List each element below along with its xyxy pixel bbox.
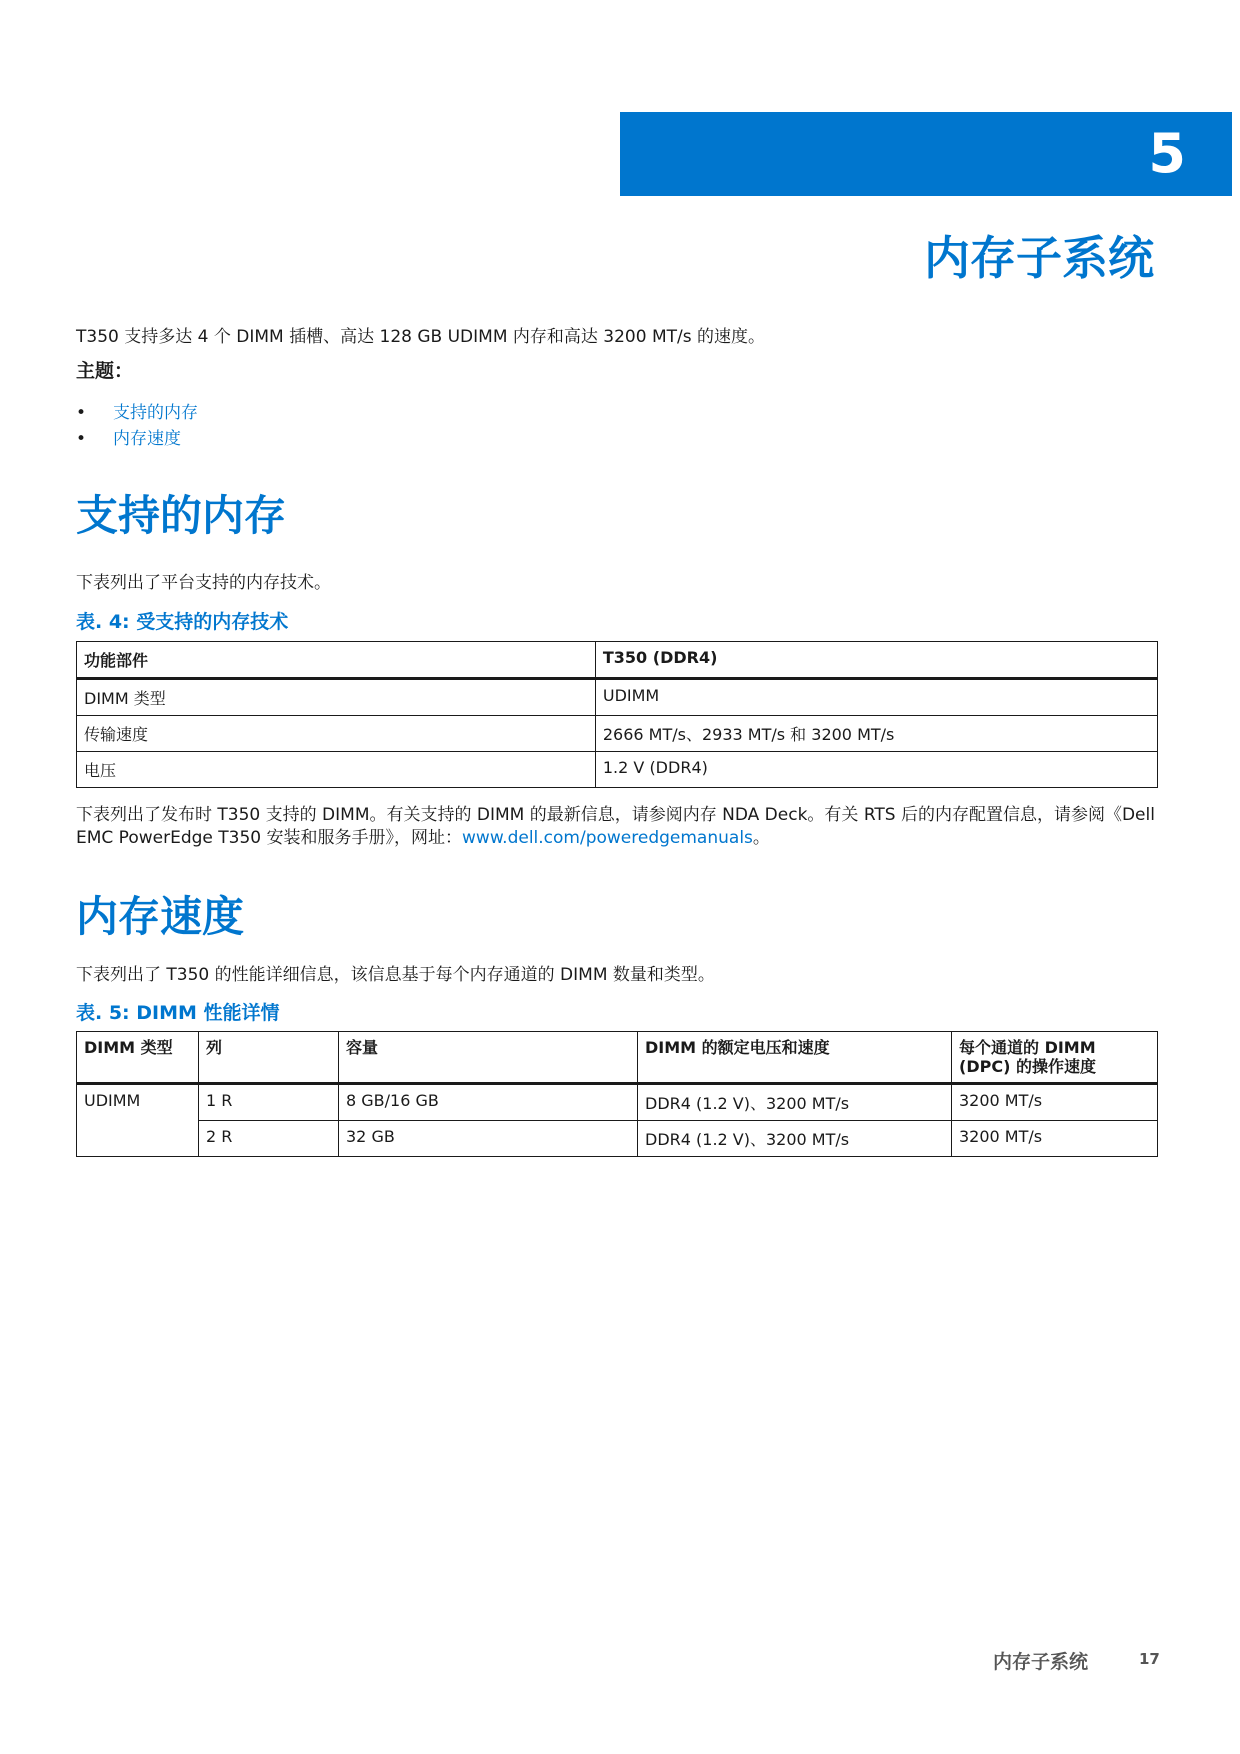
- table-cell: UDIMM: [77, 1084, 199, 1157]
- table-cell: DDR4 (1.2 V)、3200 MT/s: [638, 1084, 952, 1121]
- note-text: 下表列出了发布时 T350 支持的 DIMM。有关支持的 DIMM 的最新信息，请参阅内存 NDA Deck。有关 RTS 后的内存配置信息，请参阅《Dell EMC PowerEdge T350 安装和服务手册》，网址：: [76, 805, 1155, 848]
- bullet-icon: •: [76, 429, 87, 449]
- table-cell: 32 GB: [339, 1121, 638, 1157]
- table-row: [77, 679, 1158, 716]
- section-description: 下表列出了平台支持的内存技术。: [76, 573, 331, 593]
- table-cell: 8 GB/16 GB: [339, 1084, 638, 1121]
- intro-paragraph: T350 支持多达 4 个 DIMM 插槽、高达 128 GB UDIMM 内存和高达 3200 MT/s 的速度。: [76, 327, 765, 347]
- table-caption: 表. 4: 受支持的内存技术: [76, 611, 289, 633]
- note-text-end: 。: [752, 828, 770, 848]
- topics-list: [76, 400, 1156, 452]
- table-header: T350 (DDR4): [595, 642, 1157, 679]
- table-header: DIMM 的额定电压和速度: [638, 1032, 952, 1084]
- chapter-title: 内存子系统: [924, 231, 1154, 285]
- table-cell: 3200 MT/s: [952, 1121, 1158, 1157]
- bullet-icon: •: [76, 403, 87, 423]
- section-title-memory-speed: 内存速度: [76, 892, 245, 941]
- table-cell: 3200 MT/s: [952, 1084, 1158, 1121]
- list-item: [76, 400, 1156, 426]
- table-header: 列: [199, 1032, 339, 1084]
- manuals-link[interactable]: www.dell.com/poweredgemanuals: [462, 828, 753, 848]
- table-header: DIMM 类型: [77, 1032, 199, 1084]
- supported-memory-table: [76, 641, 1158, 788]
- table-row: [77, 1084, 1158, 1121]
- list-item: [76, 426, 1156, 452]
- table-caption: 表. 5: DIMM 性能详情: [76, 1002, 280, 1024]
- table-row: [77, 752, 1158, 788]
- table-cell: 2666 MT/s、2933 MT/s 和 3200 MT/s: [595, 716, 1157, 752]
- table-cell: UDIMM: [595, 679, 1157, 716]
- table-cell: 2 R: [199, 1121, 339, 1157]
- topics-label: 主题：: [76, 360, 134, 382]
- topic-link-supported-memory[interactable]: 支持的内存: [113, 403, 198, 423]
- footer-section-title: 内存子系统: [993, 1651, 1089, 1673]
- table-cell: 1.2 V (DDR4): [595, 752, 1157, 788]
- table-cell: 1 R: [199, 1084, 339, 1121]
- table-header: 功能部件: [77, 642, 596, 679]
- note-paragraph: [76, 804, 1156, 850]
- table-cell: DDR4 (1.2 V)、3200 MT/s: [638, 1121, 952, 1157]
- topic-link-memory-speed[interactable]: 内存速度: [113, 429, 181, 449]
- table-cell: 传输速度: [77, 716, 596, 752]
- table-header: 容量: [339, 1032, 638, 1084]
- table-cell: 电压: [77, 752, 596, 788]
- table-cell: DIMM 类型: [77, 679, 596, 716]
- table-row: [77, 1121, 1158, 1157]
- dimm-performance-table: [76, 1031, 1158, 1157]
- chapter-banner: [620, 112, 1232, 196]
- chapter-number: 5: [1148, 122, 1186, 185]
- section-description: 下表列出了 T350 的性能详细信息，该信息基于每个内存通道的 DIMM 数量和类型。: [76, 965, 715, 985]
- section-title-supported-memory: 支持的内存: [76, 491, 287, 540]
- table-header: 每个通道的 DIMM (DPC) 的操作速度: [952, 1032, 1158, 1084]
- page-number: 17: [1139, 1650, 1160, 1668]
- table-row: [77, 716, 1158, 752]
